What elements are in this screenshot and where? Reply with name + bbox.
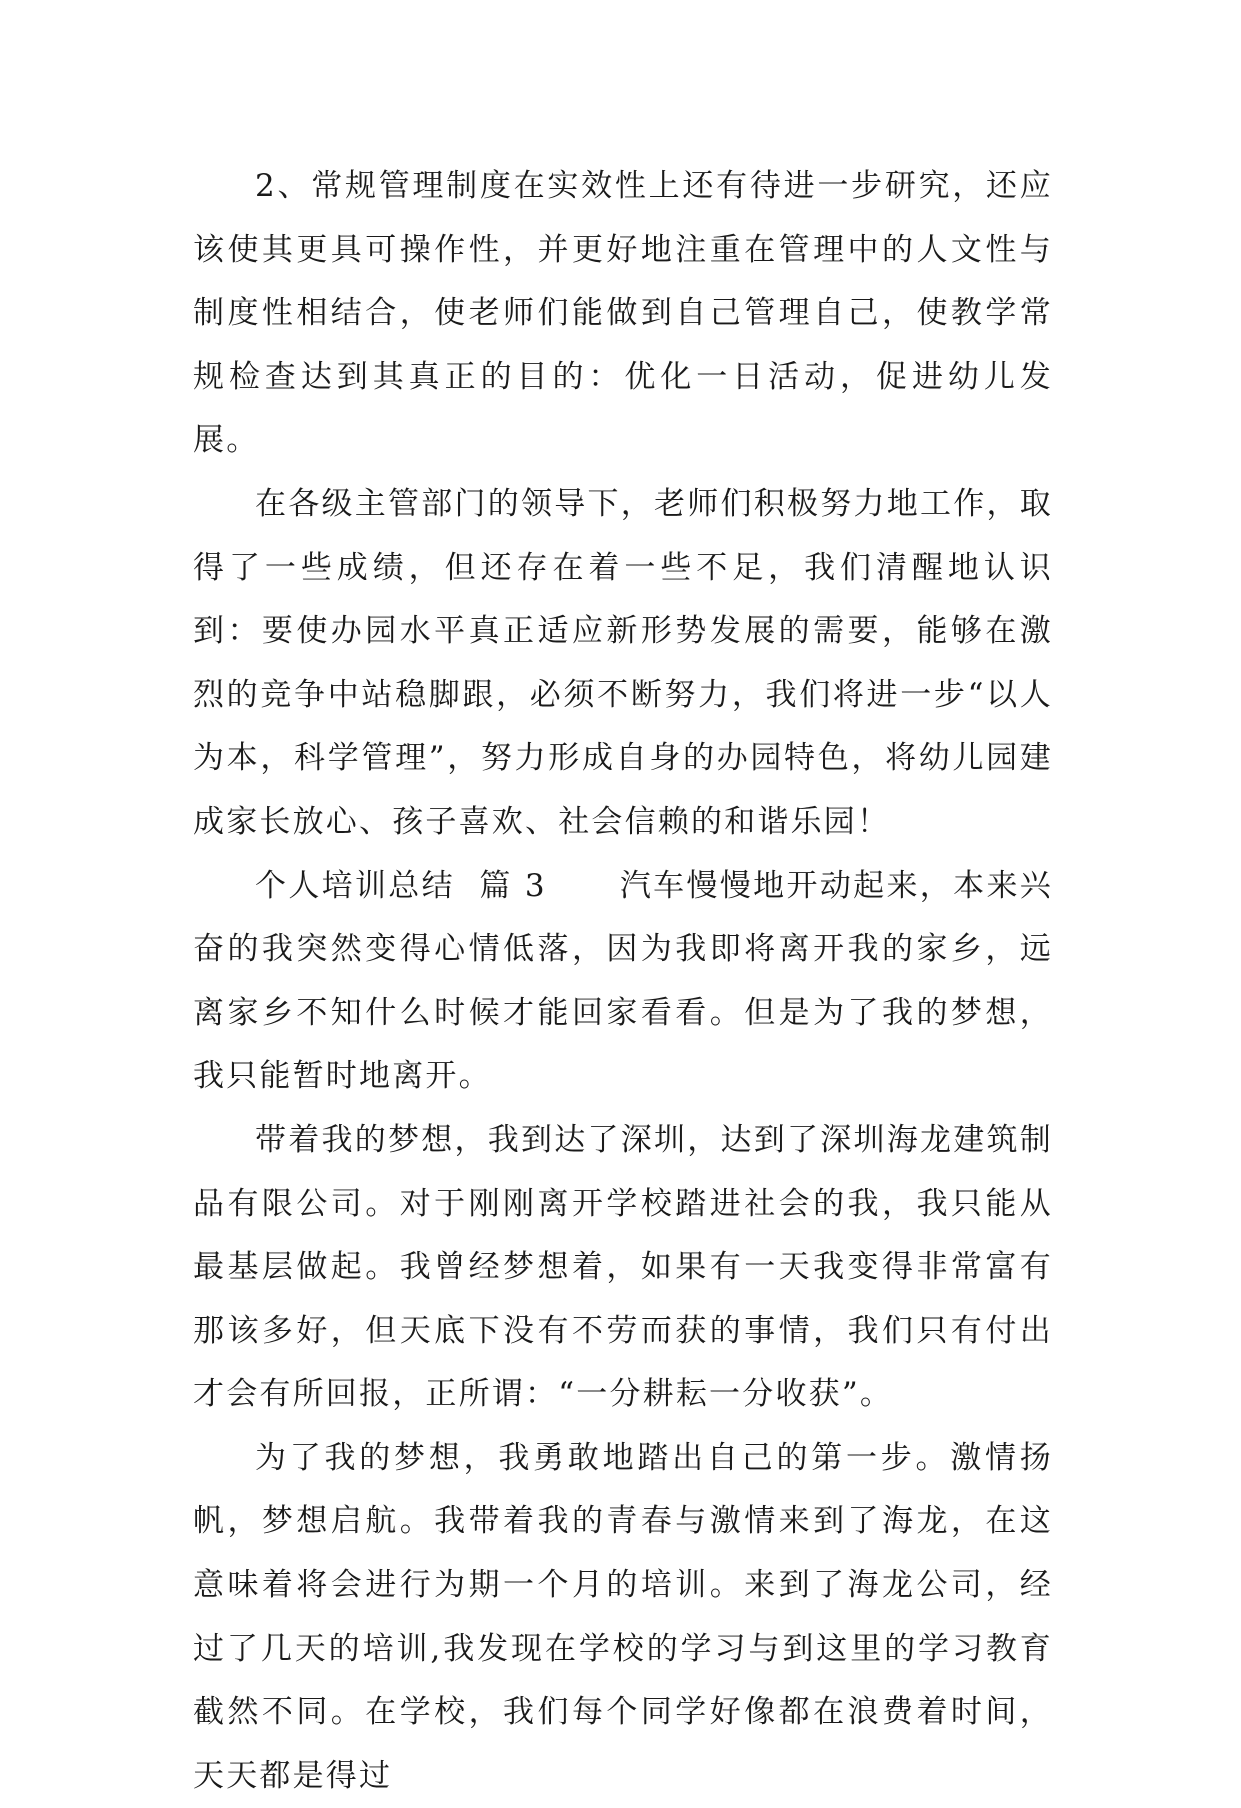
paragraph-5: 为了我的梦想，我勇敢地踏出自己的第一步。激情扬帆，梦想启航。我带着我的青春与激情来到了海龙，在这意味着将会进行为期一个月的培训。来到了海龙公司，经过了几天的培训,我发现在学校的学习与到这里的学习教育截然不同。在学校，我们每个同学好像都在浪费着时间，天天都是得过 — [193, 1439, 1053, 1794]
paragraph-2: 在各级主管部门的领导下，老师们积极努力地工作，取得了一些成绩，但还存在着一些不足，我们清醒地认识到：要使办园水平真正适应新形势发展的需要，能够在激烈的竞争中站稳脚跟，必须不断努力，我们将进一步“以人为本，科学管理”，努力形成自身的办园特色，将幼儿园建成家长放心、孩子喜欢、社会信赖的和谐乐园！ — [193, 485, 1053, 840]
paragraph-1: 2、常规管理制度在实效性上还有待进一步研究，还应该使其更具可操作性，并更好地注重在管理中的人文性与制度性相结合，使老师们能做到自己管理自己，使教学常规检查达到其真正的目的：优化一日活动，促进幼儿发展。 — [193, 168, 1053, 459]
document-body — [193, 155, 1053, 1808]
paragraph-3: 个人培训总结 篇 3 汽车慢慢地开动起来，本来兴奋的我突然变得心情低落，因为我即将离开我的家乡，远离家乡不知什么时候才能回家看看。但是为了我的梦想，我只能暂时地离开。 — [193, 867, 1053, 1095]
paragraph-4: 带着我的梦想，我到达了深圳，达到了深圳海龙建筑制品有限公司。对于刚刚离开学校踏进社会的我，我只能从最基层做起。我曾经梦想着，如果有一天我变得非常富有那该多好，但天底下没有不劳而获的事情，我们只有付出才会有所回报，正所谓：“一分耕耘一分收获”。 — [193, 1121, 1053, 1413]
